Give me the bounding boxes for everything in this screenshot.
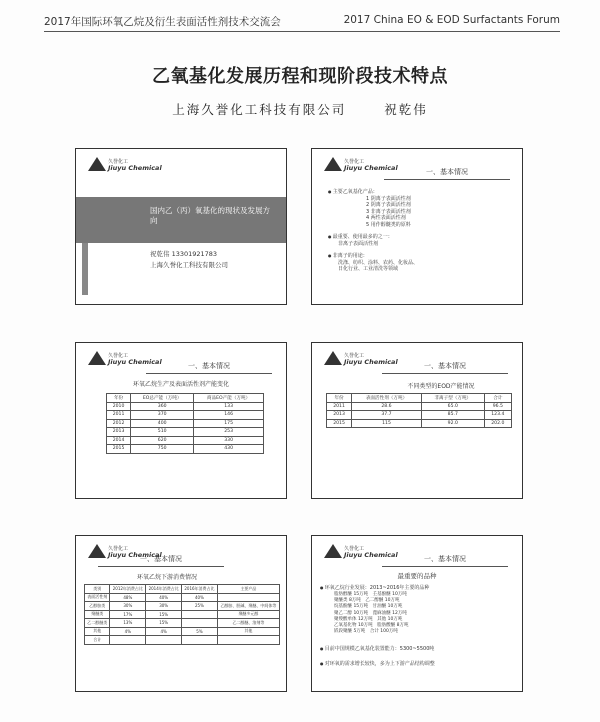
byline-org: 上海久誉化工科技有限公司 — [172, 102, 347, 117]
table-row: 其他 4% 4% 5% 其他 — [85, 627, 280, 636]
slide6-list-top — [320, 585, 429, 592]
slide-subtitle: 环氧乙烷生产及表面活性剂产能变化 — [132, 381, 229, 388]
slide-subtitle: 最重要的品种 — [397, 572, 437, 580]
table-row: 2014 620 330 — [107, 436, 264, 445]
slide1-title: 国内乙（丙）氧基化的现状及发展方向 — [150, 206, 270, 225]
presenter-company: 上海久誉化工科技有限公司 — [150, 261, 228, 269]
logo-triangle-icon — [88, 157, 106, 171]
page-header — [44, 14, 560, 32]
slide2-list — [328, 189, 418, 273]
slide-section-title: 一、基本情况 — [340, 361, 523, 374]
slide-5 — [75, 535, 287, 692]
header-left: 2017年国际环氧乙烷及衍生表面活性剂技术交流会 — [44, 16, 281, 28]
slide-section-title: 一、基本情况 — [342, 167, 523, 180]
grid-row: 聚羧酸单体 12万吨 其他 10万吨 — [334, 616, 403, 622]
list-item: ● 最重要、使用最多的之一： 非离子表面活性剂 — [328, 234, 418, 247]
table-header-row: 年份 表面活性剂（万吨） 非离子型（万吨） 合计 — [327, 394, 512, 403]
slide-section-title: 一、基本情况 — [75, 554, 266, 567]
grid-row: 嵌段聚醚 5万吨 合计 100万吨 — [334, 629, 398, 635]
grid-row: 聚醚类 8万吨 乙二醇醚 10万吨 — [334, 598, 400, 604]
company-logo: 久誉化工 Jiuyu Chemical — [324, 544, 398, 558]
byline — [0, 100, 600, 118]
table-row: 2011 370 146 — [107, 411, 264, 420]
logo-triangle-icon — [324, 157, 342, 171]
table-row: 2015 750 430 — [107, 445, 264, 454]
product-grid — [334, 592, 408, 635]
table-row: 合计 — [85, 636, 280, 645]
list-item: ● 主要乙氧基化产品： 1 阴离子表面活性剂 2 阴离子表面活性剂 3 非离子表面活性剂 4 两性表面活性剂 5 用作醇醚类的原料 — [328, 189, 418, 228]
slide-2 — [311, 148, 523, 305]
table-row: 2013 37.7 85.7 123.4 — [327, 411, 512, 420]
table-row: 聚醚类 17% 15% 聚醚多元醇 — [85, 610, 280, 619]
slide1-meta — [150, 249, 228, 271]
title-band — [76, 197, 287, 243]
table-row: 乙二醇醚类 13% 15% 乙二醇醚、溶剂等 — [85, 619, 280, 628]
slide-3 — [75, 342, 287, 499]
eod-capacity-table — [326, 393, 512, 428]
company-logo: 久誉化工 Jiuyu Chemical — [88, 351, 162, 365]
table-row: 2015 115 92.0 202.0 — [327, 419, 512, 428]
page-title: 乙氧基化发展历程和现阶段技术特点 — [152, 66, 448, 87]
slide-section-title: 一、基本情况 — [104, 361, 287, 374]
company-logo: 久誉化工 Jiuyu Chemical — [324, 351, 398, 365]
grid-row: 脂肪醇醚 15万吨 壬基酚醚 10万吨 — [334, 592, 407, 597]
grid-row: 乙氧基化物 10万吨 脂肪酸醚 8万吨 — [334, 623, 409, 629]
byline-author: 祝乾伟 — [384, 102, 428, 117]
slide-4 — [311, 342, 523, 499]
consumption-table — [84, 584, 280, 645]
table-header-row: 类别 2012年消费占比 2014年消费占比 2016年消费占比 主要产品 — [85, 585, 280, 594]
slide-1 — [75, 148, 287, 305]
company-logo: 久誉化工 Jiuyu Chemical — [324, 157, 398, 171]
slide-6 — [311, 535, 523, 692]
table-header-row: 年份 EO总产能（万吨） 商品EO产能（万吨） — [107, 394, 264, 403]
slide-subtitle: 环氧乙烷下游消费情况 — [136, 574, 197, 581]
list-item: ● 目前中国规模乙氧基化装置能力：5300~5500吨 — [320, 646, 435, 653]
list-item: ● 非离子的用途： 洗涤、纺织、涂料、农药、化妆品、 日化行业、工业清洗等领域 — [328, 253, 418, 273]
table-row: 2011 28.6 65.0 96.5 — [327, 402, 512, 411]
slide6-list-bottom — [320, 646, 435, 667]
company-logo: 久誉化工 Jiuyu Chemical — [88, 157, 162, 171]
table-row: 2010 360 133 — [107, 402, 264, 411]
slide-section-title: 一、基本情况 — [340, 554, 523, 567]
capacity-table — [106, 393, 264, 454]
grid-row: 烷基酚醚 15万吨 甘油醚 10万吨 — [334, 604, 403, 610]
table-row: 2012 400 175 — [107, 419, 264, 428]
slide-subtitle: 不同类型的EOD产能情况 — [407, 383, 475, 390]
table-row: 表面活性剂 48% 40% 40% — [85, 593, 280, 602]
table-row: 乙醇胺类 30% 30% 25% 乙醇胺、胆碱、聚醚、中间体等 — [85, 602, 280, 611]
header-right: 2017 China EO & EOD Surfactants Forum — [343, 14, 560, 26]
list-item: ● 对环氧的需求增长较快，多为上下游产品结构调整 — [320, 661, 435, 668]
list-item: ● 环氧乙烷行业发展：2013~2016年主要的品种 — [320, 585, 429, 592]
presenter-contact: 祝乾伟 13301921783 — [150, 250, 218, 258]
table-row: 2013 510 253 — [107, 428, 264, 437]
grid-row: 聚乙二醇 10万吨 蓖麻油醚 12万吨 — [334, 610, 407, 616]
company-logo: 久誉化工 Jiuyu Chemical — [88, 544, 162, 558]
